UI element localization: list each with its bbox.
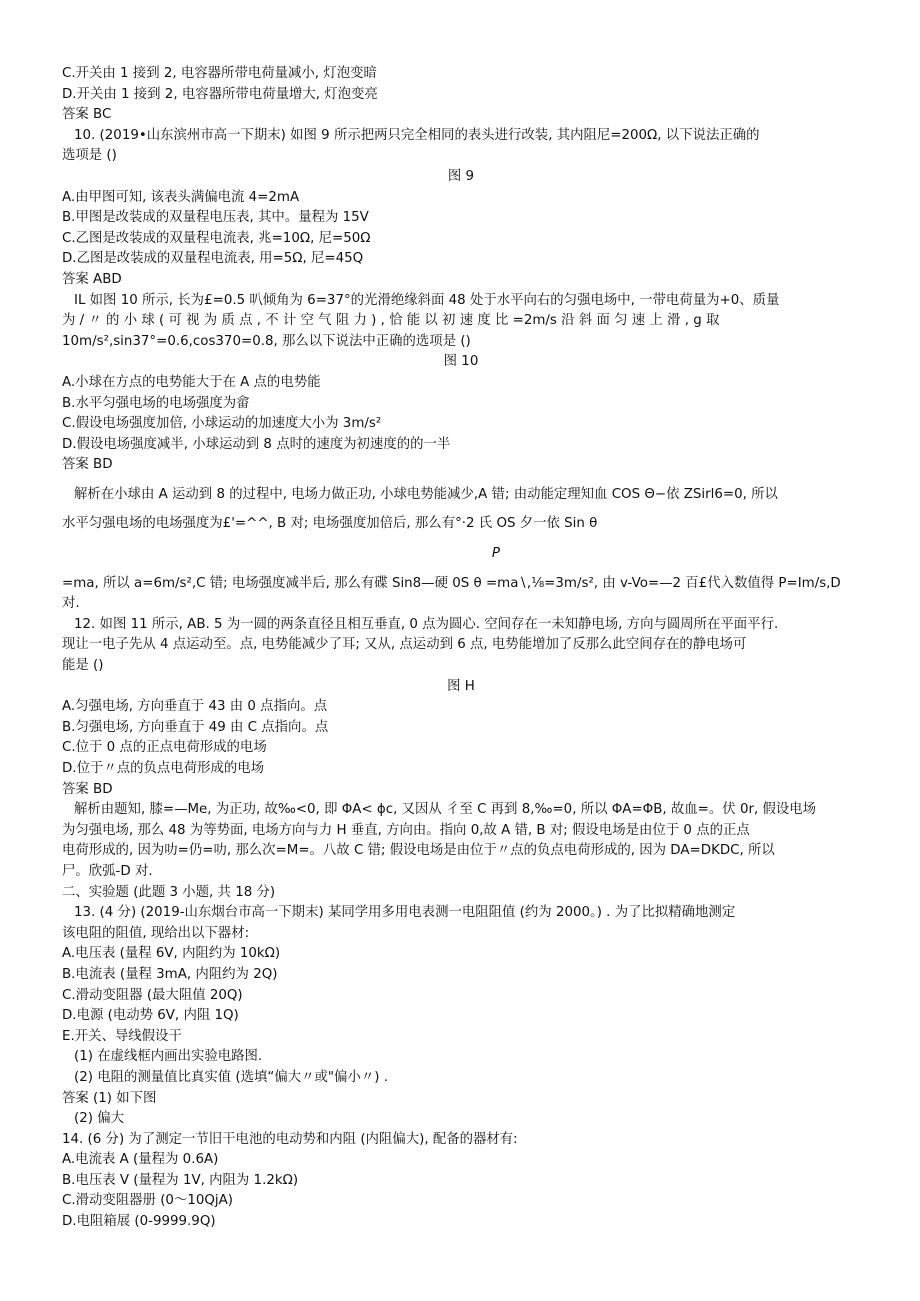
q11-option-c: C.假设电场强度加倍, 小球运动的加速度大小为 3m∕s²	[62, 416, 382, 432]
q11-analysis-cont: 水平匀强电场的电场强度为£'=^^, B 对; 电场强度加倍后, 那么有°·2 氏 OS 夕一依 Sin θ	[62, 516, 598, 532]
q13-part-1: (1) 在虚线框内画出实验电路图.	[74, 1049, 263, 1065]
q14-option-b: B.电压表 V (量程为 1V, 内阻为 1.2kΩ)	[62, 1172, 299, 1188]
question-11-stem-cont: 为 / 〃 的 小 球 ( 可 视 为 质 点 , 不 计 空 气 阻 力 ) , 恰 能 以 初 速 度 比 =2m∕s 沿 斜 面 匀 速 上 滑 , g 取	[62, 313, 720, 329]
q13-option-b: B.电流表 (量程 3mA, 内阻约为 2Q)	[62, 966, 278, 982]
q14-option-d: D.电阻箱展 (0-9999.9Q)	[62, 1214, 216, 1230]
q12-option-a: A.匀强电场, 方向垂直于 43 由 0 点指向。点	[62, 699, 328, 715]
option-d-line: D.开关由 1 接到 2, 电容器所带电荷量增大, 灯泡变亮	[62, 86, 378, 102]
q11-option-a: A.小球在方点的电势能大于在 A 点的电势能	[62, 374, 321, 390]
question-12-stem-cont: 现让一电子先从 4 点运动至。点, 电势能减少了耳; 又从, 点运动到 6 点, 电势能增加了反那么此空间存在的静电场可	[62, 637, 747, 653]
question-11-stem-cont2: 10m∕s²,sin37°=0.6,cos370=0.8, 那么以下说法中正确的选项是 ()	[62, 333, 471, 349]
q14-option-c: C.滑动变阻器册 (0〜10QjA)	[62, 1193, 234, 1209]
question-10-stem-cont: 选项是 ()	[62, 148, 117, 164]
q13-option-e: E.开关、导线假设干	[62, 1028, 182, 1044]
q12-option-b: B.匀强电场, 方向垂直于 49 由 C 点指向。点	[62, 719, 329, 735]
figure-11-caption: 图 H	[447, 678, 475, 694]
q12-answer: 答案 BD	[62, 781, 113, 797]
q12-analysis: 解析由题知, 膝=—Me, 为正功, 故‰<0, 即 ΦA< ϕc, 又因从 彳至 C 再到 8,‰=0, 所以 ΦA=ΦB, 故血=。伏 0r, 假设电场	[74, 802, 817, 818]
q12-option-c: C.位于 0 点的正点电荷形成的电场	[62, 740, 267, 756]
q11-analysis-end: 对.	[62, 596, 80, 612]
question-11-stem: IL 如图 10 所示, 长为£=0.5 叭倾角为 6=37°的光滑绝缘斜面 48 处于水平向右的匀强电场中, 一带电荷量为+0、质量	[74, 292, 780, 308]
q10-option-c: C.乙图是改装成的双量程电流表, 兆=10Ω, 尼=50Ω	[62, 230, 371, 246]
q11-option-d: D.假设电场强度减半, 小球运动到 8 点时的速度为初速度的的一半	[62, 436, 451, 452]
question-13-stem-cont: 该电阻的阻值, 现给出以下器材:	[62, 925, 250, 941]
q10-option-a: A.由甲图可知, 该表头满偏电流 4=2mA	[62, 189, 300, 205]
q11-option-b: B.水平匀强电场的电场强度为畲	[62, 395, 250, 411]
q13-answer-2: (2) 偏大	[74, 1111, 125, 1127]
option-c-line: C.开关由 1 接到 2, 电容器所带电荷量减小, 灯泡变暗	[62, 66, 377, 81]
q13-part-2: (2) 电阻的测量值比真实值 (选填“偏大〃或"偏小〃) .	[74, 1069, 388, 1085]
q13-option-a: A.电压表 (量程 6V, 内阻约为 10kΩ)	[62, 946, 281, 962]
q11-analysis: 解析在小球由 A 运动到 8 的过程中, 电场力做正功, 小球电势能减少,A 错; 由动能定理知血 COS Θ−依 ZSirl6=0, 所以	[74, 486, 778, 502]
document-page	[62, 64, 860, 1233]
question-14-stem: 14. (6 分) 为了测定一节旧干电池的电动势和内阻 (内阻偏大), 配备的器材有:	[62, 1131, 518, 1147]
q12-analysis-end: 尸。欣弧-D 对.	[62, 863, 153, 879]
q13-answer: 答案 (1) 如下图	[62, 1090, 157, 1106]
answer-line: 答案 BC	[62, 107, 112, 123]
question-13-stem: 13. (4 分) (2019-山东烟台市高一下期末) 某同学用多用电表测一电阻阻值 (约为 2000。) . 为了比拟精确地测定	[74, 905, 736, 921]
question-10-stem: 10. (2019•山东滨州市高一下期末) 如图 9 所示把两只完全相同的表头进行改装, 其内阻尼=200Ω, 以下说法正确的	[74, 127, 760, 143]
q12-option-d: D.位于〃点的负点电荷形成的电场	[62, 761, 265, 776]
question-12-stem-cont2: 能是 ()	[62, 658, 104, 674]
figure-9-caption: 图 9	[447, 168, 475, 184]
q10-option-d: D.乙图是改装成的双量程电流表, 用=5Ω, 尼=45Q	[62, 251, 364, 267]
q10-answer: 答案 ABD	[62, 271, 122, 287]
q12-analysis-cont2: 电荷形成的, 因为叻=仍=叻, 那么次=M=。八故 C 错; 假设电场是由位于〃点的负点电荷形成的, 因为 DA=DKDC, 所以	[62, 843, 775, 859]
q11-analysis-cont2: =ma, 所以 a=6m∕s²,C 错; 电场强度减半后, 那么有碟 Sin8—硬 0S θ =ma∖,⅛=3m∕s², 由 v-Vo=—2 百£代入数值得 P=Im/s,D	[62, 575, 841, 591]
q12-analysis-cont: 为匀强电场, 那么 48 为等势面, 电场方向与力 H 垂直, 方向由。指向 0,故 A 错, B 对; 假设电场是由位于 0 点的正点	[62, 822, 750, 838]
q10-option-b: B.甲图是改装成的双量程电压表, 其中。量程为 15V	[62, 210, 369, 226]
q11-analysis-fraction: P	[491, 546, 500, 562]
q13-option-d: D.电源 (电动势 6V, 内阻 1Q)	[62, 1008, 239, 1024]
figure-10-caption: 图 10	[443, 354, 479, 370]
q14-option-a: A.电流表 A (量程为 0.6A)	[62, 1152, 219, 1168]
section-heading: 二、实验题 (此题 3 小题, 共 18 分)	[62, 884, 276, 900]
q11-answer: 答案 BD	[62, 457, 113, 473]
q13-option-c: C.滑动变阻器 (最大阻值 20Q)	[62, 987, 243, 1003]
question-12-stem: 12. 如图 11 所示, AB. 5 为一圆的两条直径且相互垂直, 0 点为圆心. 空间存在一未知静电场, 方向与圆周所在平面平行.	[74, 616, 779, 632]
